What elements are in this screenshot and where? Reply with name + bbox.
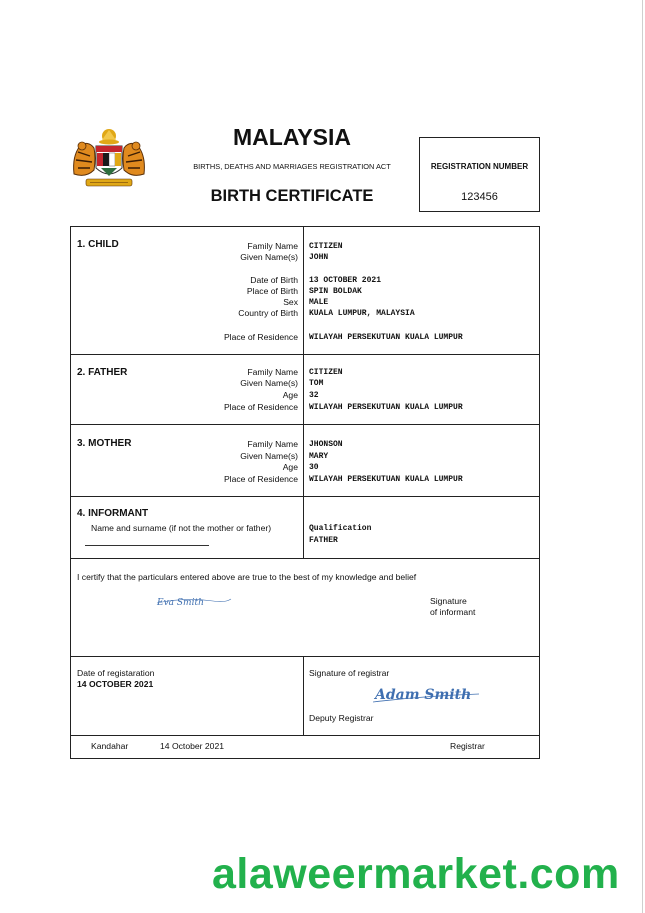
section-divider	[71, 496, 539, 497]
country-title: MALAYSIA	[233, 124, 351, 150]
page-edge	[642, 0, 643, 913]
informant-signature-label-1: Signature	[430, 596, 467, 606]
mother-age-label: Age	[282, 462, 298, 472]
child-country-of-birth: KUALA LUMPUR, MALAYSIA	[309, 309, 415, 318]
watermark-text: alaweermarket.com	[212, 850, 620, 898]
father-family-name-label: Family Name	[247, 367, 298, 377]
father-residence-label: Place of Residence	[223, 402, 298, 412]
child-sex-label: Sex	[283, 297, 298, 307]
registration-date: 14 OCTOBER 2021	[77, 679, 154, 689]
father-residence: WILAYAH PERSEKUTUAN KUALA LUMPUR	[309, 403, 463, 412]
mother-age: 30	[309, 463, 319, 472]
informant-qualification-label: Qualification	[309, 524, 372, 533]
registration-number-label: REGISTRATION NUMBER	[430, 162, 529, 171]
informant-signature-text: Eva Smith	[157, 598, 204, 608]
child-residence: WILAYAH PERSEKUTUAN KUALA LUMPUR	[309, 333, 463, 342]
informant-name-label: Name and surname (if not the mother or father)	[91, 523, 272, 533]
column-divider	[303, 227, 304, 558]
mother-family-name: JHONSON	[309, 440, 343, 449]
informant-qualification: FATHER	[309, 536, 338, 545]
mother-residence-label: Place of Residence	[223, 474, 298, 484]
section-divider	[71, 424, 539, 425]
registrar-signature-text: Adam Smith	[375, 687, 472, 703]
section-informant-heading: 4. INFORMANT	[77, 508, 149, 519]
mother-given-names-label: Given Name(s)	[240, 451, 298, 461]
registrar-signature	[373, 682, 483, 708]
certification-statement: I certify that the particulars entered above are true to the best of my knowledge and belief	[77, 572, 417, 582]
registration-number-box	[419, 137, 540, 212]
child-family-name: CITIZEN	[309, 242, 343, 251]
mother-residence: WILAYAH PERSEKUTUAN KUALA LUMPUR	[309, 475, 463, 484]
father-age: 32	[309, 391, 319, 400]
footer-place: Kandahar	[91, 741, 129, 751]
informant-signature-label-2: of informant	[430, 607, 476, 617]
section-father-heading: 2. FATHER	[77, 367, 128, 378]
informant-signature	[155, 593, 235, 611]
child-dob-label: Date of Birth	[250, 275, 298, 285]
section-divider	[71, 354, 539, 355]
child-family-name-label: Family Name	[247, 241, 298, 251]
father-age-label: Age	[282, 390, 298, 400]
child-given-names-label: Given Name(s)	[240, 252, 298, 262]
child-place-of-birth: SPIN BOLDAK	[309, 287, 362, 296]
father-given-names-label: Given Name(s)	[240, 378, 298, 388]
mother-given-names: MARY	[309, 452, 329, 461]
registration-act: BIRTHS, DEATHS AND MARRIAGES REGISTRATION ACT	[193, 162, 391, 171]
footer-role: Registrar	[450, 741, 485, 751]
child-residence-label: Place of Residence	[223, 332, 298, 342]
father-given-names: TOM	[309, 379, 324, 388]
informant-name-line	[85, 545, 209, 546]
registration-number-value: 123456	[461, 191, 498, 203]
child-given-names: JOHN	[309, 253, 329, 262]
section-child-heading: 1. CHILD	[77, 239, 119, 250]
registrar-divider	[303, 656, 304, 735]
child-country-of-birth-label: Country of Birth	[238, 308, 298, 318]
section-divider	[71, 656, 539, 657]
coat-of-arms-icon	[66, 126, 152, 190]
mother-family-name-label: Family Name	[247, 439, 298, 449]
document-title: BIRTH CERTIFICATE	[210, 187, 374, 205]
registrar-signature-label: Signature of registrar	[309, 668, 390, 678]
section-divider	[71, 558, 539, 559]
section-mother-heading: 3. MOTHER	[77, 438, 132, 449]
child-dob: 13 OCTOBER 2021	[309, 276, 382, 285]
registrar-title: Deputy Registrar	[309, 713, 374, 723]
child-place-of-birth-label: Place of Birth	[246, 286, 298, 296]
child-sex: MALE	[309, 298, 329, 307]
section-divider	[71, 735, 539, 736]
father-family-name: CITIZEN	[309, 368, 343, 377]
certificate-form	[70, 226, 540, 759]
footer-date: 14 October 2021	[160, 741, 225, 751]
registration-date-label: Date of registaration	[77, 668, 155, 678]
